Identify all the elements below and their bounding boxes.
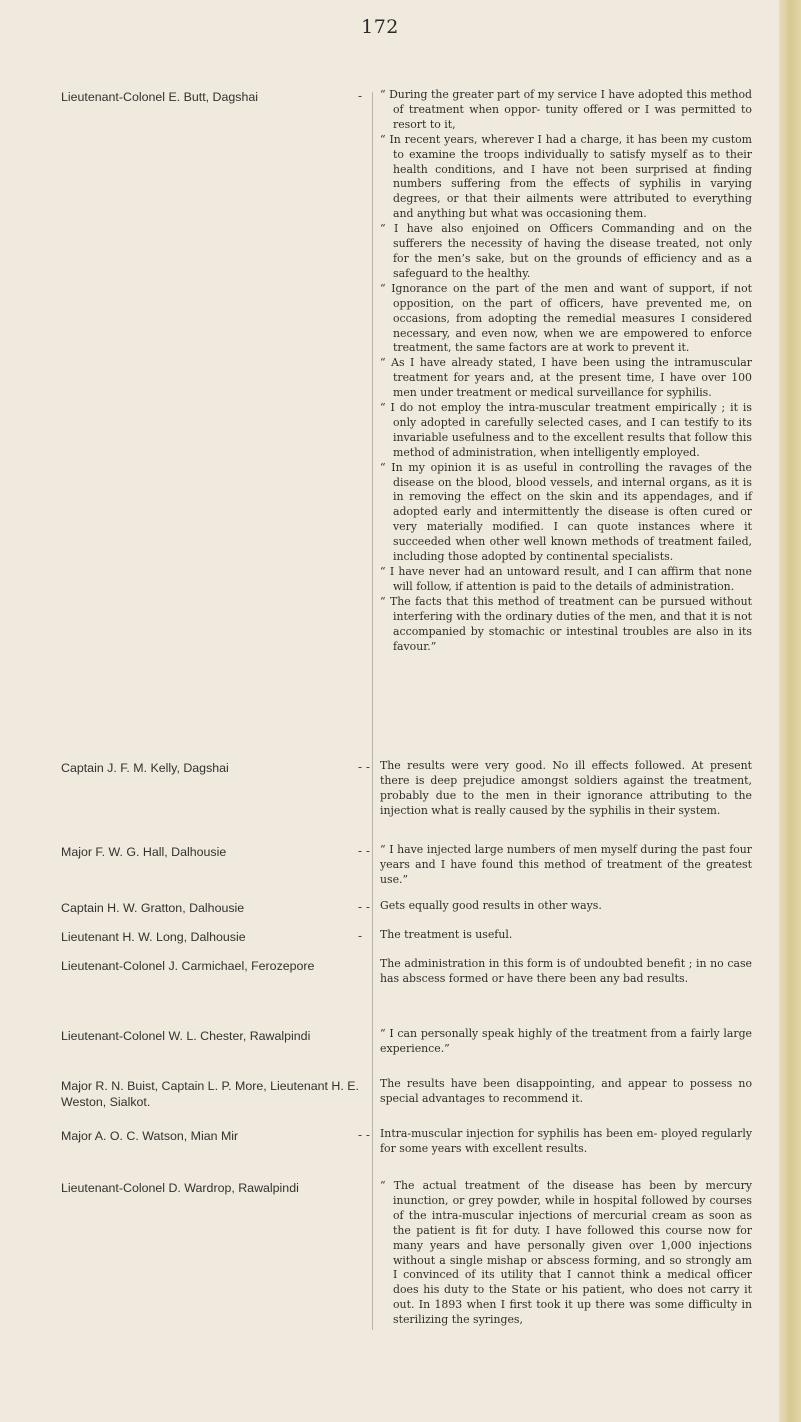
page-edge xyxy=(779,0,801,1422)
entry-name: Captain H. W. Gratton, Dalhousie xyxy=(61,901,245,915)
paragraph: The treatment is useful. xyxy=(380,928,513,941)
entry-name: Lieutenant H. W. Long, Dalhousie xyxy=(61,930,246,944)
paragraph: “ I do not employ the intra-muscular treatment empirically ; it is only adopted in carefully selected cases, and I can testify to its invariable usefulness and to the excellent results that follow this method of administration, when intelligently employed. xyxy=(380,401,752,459)
separator-dash: - - xyxy=(358,1128,370,1142)
separator-dash: - - xyxy=(358,760,370,774)
paragraph: “ I have also enjoined on Officers Commanding and on the sufferers the necessity of having the disease treated, not only for the men’s sake, but on the grounds of efficiency and as a safeguard to the healthy. xyxy=(380,222,752,280)
paragraph: Intra-muscular injection for syphilis has been em- ployed regularly for some years with excellent results. xyxy=(380,1127,752,1155)
entry-text xyxy=(380,1077,752,1107)
separator-dash: - xyxy=(358,929,363,943)
separator-dash: - xyxy=(358,89,363,103)
entry-name: Major F. W. G. Hall, Dalhousie xyxy=(61,845,227,859)
entry-name: Lieutenant-Colonel E. Butt, Dagshai xyxy=(61,90,258,104)
entry-name: Major A. O. C. Watson, Mian Mir xyxy=(61,1129,239,1143)
entry-name: Lieutenant-Colonel D. Wardrop, Rawalpindi xyxy=(61,1181,299,1195)
paragraph: “ In my opinion it is as useful in controlling the ravages of the disease on the blood, blood vessels, and internal organs, as it is in removing the effect on the skin and its appendages, and if adopted early and intermittently the disease is often cured or very materially modified. I can quote instances where it succeeded when other well known methods of treatment failed, including those adopted by continental specialists. xyxy=(380,460,752,564)
entry-name: Major R. N. Buist, Captain L. P. More, Lieutenant H. E. Weston, Sialkot. xyxy=(61,1079,359,1110)
paragraph: “ The facts that this method of treatment can be pursued without interfering with the ordinary duties of the men, and that it is not accompanied by stomachic or intestinal troubles are also in its favour.” xyxy=(380,594,752,653)
separator-dash: - - xyxy=(358,900,370,914)
entry-name: Captain J. F. M. Kelly, Dagshai xyxy=(61,761,229,775)
paragraph: The results have been disappointing, and appear to possess no special advantages to recommend it. xyxy=(380,1077,752,1105)
entry-text xyxy=(380,928,752,943)
paragraph: The administration in this form is of undoubted benefit ; in no case has abscess formed or have there been any bad results. xyxy=(380,957,752,985)
entry-text xyxy=(380,1179,752,1328)
paragraph: “ As I have already stated, I have been using the intramuscular treatment for years and, at the present time, I have over 100 men under treatment or medical surveillance for syphilis. xyxy=(380,356,752,400)
paragraph: Gets equally good results in other ways. xyxy=(380,899,602,912)
entry-name: Lieutenant-Colonel J. Carmichael, Ferozepore xyxy=(61,959,315,973)
column-rule xyxy=(372,92,373,1330)
entry-text xyxy=(380,957,752,987)
entry-text xyxy=(380,843,752,888)
page-number: 172 xyxy=(361,16,399,38)
entry-name: Lieutenant-Colonel W. L. Chester, Rawalpindi xyxy=(61,1029,311,1043)
paragraph: “ The actual treatment of the disease has been by mercury inunction, or grey powder, while in hospital followed by courses of the intra-muscular injections of mercurial cream as soon as the patient is fit for duty. I have followed this course now for many years and have personally given over 1,000 injections without a single mishap or abscess forming, and so strongly am I convinced of its utility that I cannot think a medical officer does his duty to the State or his patient, who does not carry it out. In 1893 when I first took it up there was some difficulty in sterilizing the syringes, xyxy=(380,1179,752,1327)
separator-dash: - - xyxy=(358,844,370,858)
paragraph: “ I can personally speak highly of the treatment from a fairly large experience.” xyxy=(380,1027,752,1055)
entry-text xyxy=(380,899,752,914)
entry-text xyxy=(380,1127,752,1157)
paragraph: “ In recent years, wherever I had a charge, it has been my custom to examine the troops individually to satisfy myself as to their health conditions, and I have not been surprised at finding numbers suffering from the effects of syphilis in varying degrees, or that their ailments were attributed to everything and anything but what was occasioning them. xyxy=(380,132,752,221)
paragraph: “ Ignorance on the part of the men and want of support, if not opposition, on the part of officers, have prevented me, on occasions, from adopting the remedial measures I considered necessary, and even now, when we are empowered to enforce treatment, the same factors are at work to prevent it. xyxy=(380,281,752,355)
paragraph: “ I have never had an untoward result, and I can affirm that none will follow, if attention is paid to the details of administration. xyxy=(380,565,752,593)
entry-text xyxy=(380,759,752,819)
entry-text xyxy=(380,88,752,654)
paragraph: “ I have injected large numbers of men myself during the past four years and I have found this method of treatment of the greatest use.” xyxy=(380,843,752,886)
paragraph: “ During the greater part of my service I have adopted this method of treatment when oppor- tunity offered or I was permitted to resort to it, xyxy=(380,88,752,131)
paragraph: The results were very good. No ill effects followed. At present there is deep prejudice amongst soldiers against the treatment, probably due to the men in their ignorance attributing to the injection what is really caused by the syphilis in their system. xyxy=(380,759,752,817)
entry-text xyxy=(380,1027,752,1057)
